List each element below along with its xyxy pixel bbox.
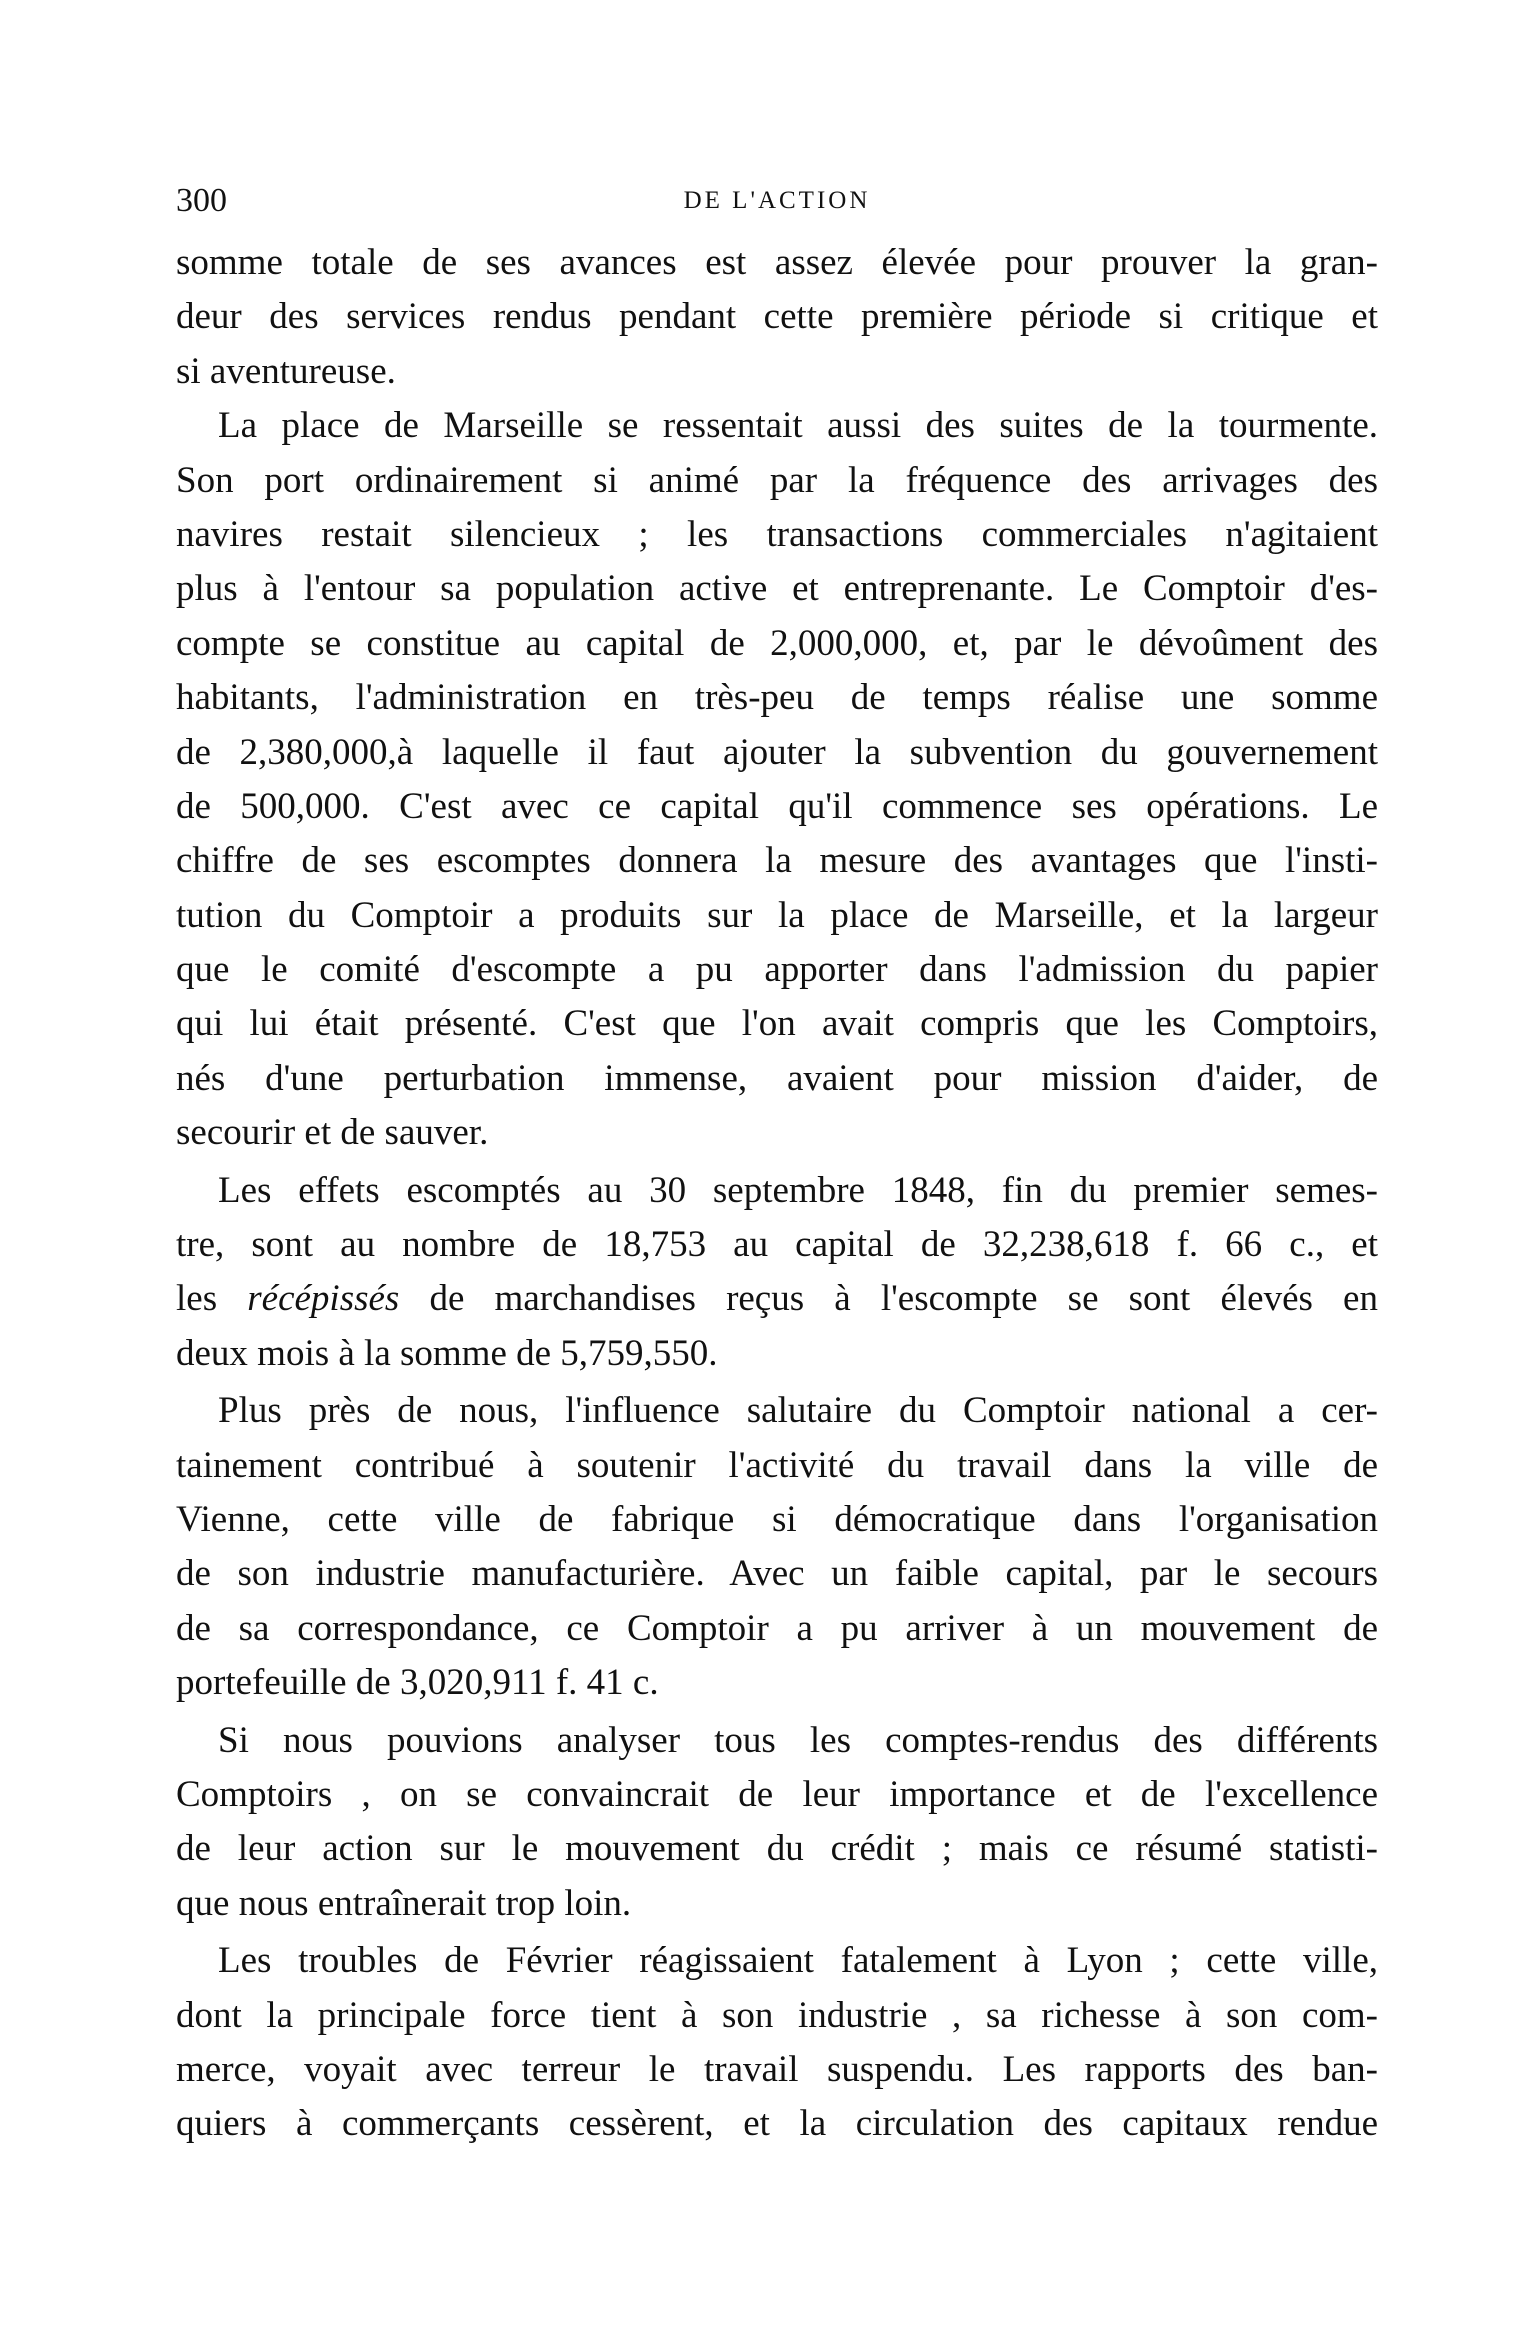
text-line: nés d'une perturbation immense, avaient pour mission d'aider, de <box>176 1057 1378 1099</box>
text-line: portefeuille de 3,020,911 f. 41 c. <box>176 1662 659 1704</box>
italic-term: récépissés <box>247 1278 400 1320</box>
text-line: plus à l'entour sa population active et entreprenante. Le Comptoir d'es- <box>176 568 1378 610</box>
text-line: dont la principale force tient à son industrie , sa richesse à son com- <box>176 1994 1378 2036</box>
text-line: deur des services rendus pendant cette première période si critique et <box>176 296 1378 338</box>
text-line: de son industrie manufacturière. Avec un faible capital, par le secours <box>176 1553 1378 1595</box>
text-line: La place de Marseille se ressentait aussi des suites de la tourmente. <box>218 405 1378 447</box>
text-line: Son port ordinairement si animé par la fréquence des arrivages des <box>176 459 1378 501</box>
text-fragment: de marchandises reçus à l'escompte se sont élevés en <box>399 1278 1378 1320</box>
text-fragment: les <box>176 1278 248 1320</box>
text-line: que nous entraînerait trop loin. <box>176 1882 632 1924</box>
page-header <box>176 178 1378 224</box>
text-line: deux mois à la somme de 5,759,550. <box>176 1332 718 1374</box>
text-line: tainement contribué à soutenir l'activité du travail dans la ville de <box>176 1444 1378 1486</box>
text-line: merce, voyait avec terreur le travail suspendu. Les rapports des ban- <box>176 2048 1378 2090</box>
text-line: navires restait silencieux ; les transactions commerciales n'agitaient <box>176 513 1378 555</box>
text-line: somme totale de ses avances est assez élevée pour prouver la gran- <box>176 242 1378 283</box>
text-line: Comptoirs , on se convaincrait de leur importance et de l'excellence <box>176 1773 1378 1815</box>
text-line: qui lui était présenté. C'est que l'on avait compris que les Comptoirs, <box>176 1003 1378 1045</box>
text-line: secourir et de sauver. <box>176 1112 489 1154</box>
text-line: Plus près de nous, l'influence salutaire du Comptoir national a cer- <box>218 1390 1378 1432</box>
text-line: si aventureuse. <box>176 350 396 392</box>
text-line: habitants, l'administration en très-peu de temps réalise une somme <box>176 677 1378 719</box>
text-line: tre, sont au nombre de 18,753 au capital de 32,238,618 f. 66 c., et <box>176 1224 1378 1266</box>
text-line <box>176 1272 1378 1326</box>
text-line: de sa correspondance, ce Comptoir a pu arriver à un mouvement de <box>176 1607 1378 1649</box>
text-line: de 2,380,000,à laquelle il faut ajouter la subvention du gouvernement <box>176 731 1378 773</box>
text-line: Les effets escomptés au 30 septembre 1848, fin du premier semes- <box>218 1169 1378 1211</box>
text-line: Si nous pouvions analyser tous les comptes-rendus des différents <box>218 1719 1378 1761</box>
text-line: tution du Comptoir a produits sur la place de Marseille, et la largeur <box>176 894 1378 936</box>
text-line: de 500,000. C'est avec ce capital qu'il commence ses opérations. Le <box>176 785 1378 827</box>
text-line: que le comité d'escompte a pu apporter dans l'admission du papier <box>176 949 1378 991</box>
text-line: Vienne, cette ville de fabrique si démocratique dans l'organisation <box>176 1498 1378 1540</box>
text-line: chiffre de ses escomptes donnera la mesure des avantages que l'insti- <box>176 840 1378 882</box>
text-line: de leur action sur le mouvement du crédit ; mais ce résumé statisti- <box>176 1828 1378 1870</box>
page-number: 300 <box>176 182 227 219</box>
text-line: quiers à commerçants cessèrent, et la circulation des capitaux rendue <box>176 2103 1378 2145</box>
text-line: compte se constitue au capital de 2,000,000, et, par le dévoûment des <box>176 622 1378 664</box>
running-head: DE L'ACTION <box>683 187 871 214</box>
text-line: Les troubles de Février réagissaient fatalement à Lyon ; cette ville, <box>218 1940 1378 1982</box>
body-text <box>176 236 1378 2152</box>
